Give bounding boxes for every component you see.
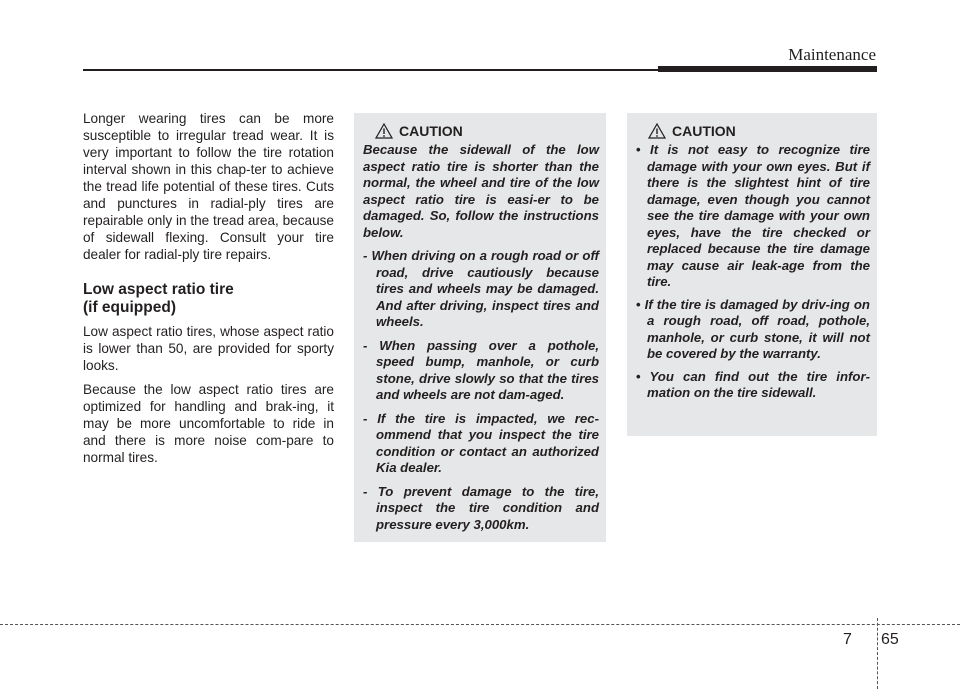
section-heading-low-aspect-ratio (83, 281, 334, 317)
caution-bullet-item (636, 297, 870, 363)
warning-triangle-icon (648, 123, 666, 139)
caution-bullet-text: It is not easy to recognize tire damage with your own eyes. But if there is the slightest hint of tire damage, even though you cannot see the tire damage with your own eyes, have the tire checked or replaced because the tire damage may cause air leak-age from the tire. (647, 142, 870, 289)
warning-triangle-icon (375, 123, 393, 139)
caution-bullet-text: You can find out the tire infor-mation on the tire sidewall. (647, 368, 870, 400)
caution-intro: Because the sidewall of the low aspect ratio tire is shorter than the normal, the wheel and tire of the low aspect ratio tire is easi-er to be damaged. So, follow the instructions below. (363, 142, 599, 240)
page-header-title: Maintenance (788, 45, 876, 64)
bullet-icon: • (636, 142, 641, 157)
bullet-icon: • (636, 368, 641, 384)
chapter-number: 7 (843, 631, 852, 648)
caution-heading-label: CAUTION (399, 123, 463, 139)
caution-bullet-text: If the tire is damaged by driv-ing on a rough road, off road, pothole, manhole, or curb stone, it will not be covered by the warranty. (644, 296, 870, 361)
section-heading-line-2: (if equipped) (83, 299, 176, 316)
caution-item-impact: - If the tire is impacted, we rec-ommend that you inspect the tire condition or contact an authorized Kia dealer. (363, 410, 599, 475)
caution-box-damage (627, 113, 877, 436)
caution-item-inspect: - To prevent damage to the tire, inspect the tire condition and pressure every 3,000km. (363, 483, 599, 532)
footer-dashed-divider (877, 618, 878, 689)
caution-heading (648, 123, 870, 139)
body-paragraph-handling: Because the low aspect ratio tires are optimized for handling and brak-ing, it may be more uncomfortable to ride in and there is more noise com-pare to normal tires. (83, 382, 334, 465)
caution-heading-label: CAUTION (672, 123, 736, 139)
caution-item-rough-road: - When driving on a rough road or off road, drive cautiously because tires and wheels may be damaged. And after driving, inspect tires and wheels. (363, 248, 599, 329)
caution-bullet-item (636, 369, 870, 402)
header-bar (658, 66, 877, 72)
page-number: 65 (881, 631, 899, 648)
header-rule (83, 69, 661, 71)
body-paragraph-tread-wear: Longer wearing tires can be more susceptible to irregular tread wear. It is very important to follow the tire rotation interval shown in this chap-ter to achieve the tread life potential of these tires. Cuts and punctures in radial-ply tires are repairable only in the tread area, because of sidewall flexing. Consult your tire dealer for radial-ply tire repairs. (83, 111, 334, 262)
caution-heading (375, 123, 599, 139)
body-paragraph-aspect-ratio: Low aspect ratio tires, whose aspect ratio is lower than 50, are provided for sporty looks. (83, 324, 334, 373)
left-column (83, 110, 334, 473)
footer-dashed-rule (0, 624, 960, 625)
section-heading-line-1: Low aspect ratio tire (83, 281, 234, 298)
caution-box-sidewall (354, 113, 606, 542)
caution-bullet-item (636, 142, 870, 291)
bullet-icon: • (636, 296, 641, 312)
caution-item-pothole: - When passing over a pothole, speed bump, manhole, or curb stone, drive slowly so that the tires and wheels are not dam-aged. (363, 337, 599, 402)
